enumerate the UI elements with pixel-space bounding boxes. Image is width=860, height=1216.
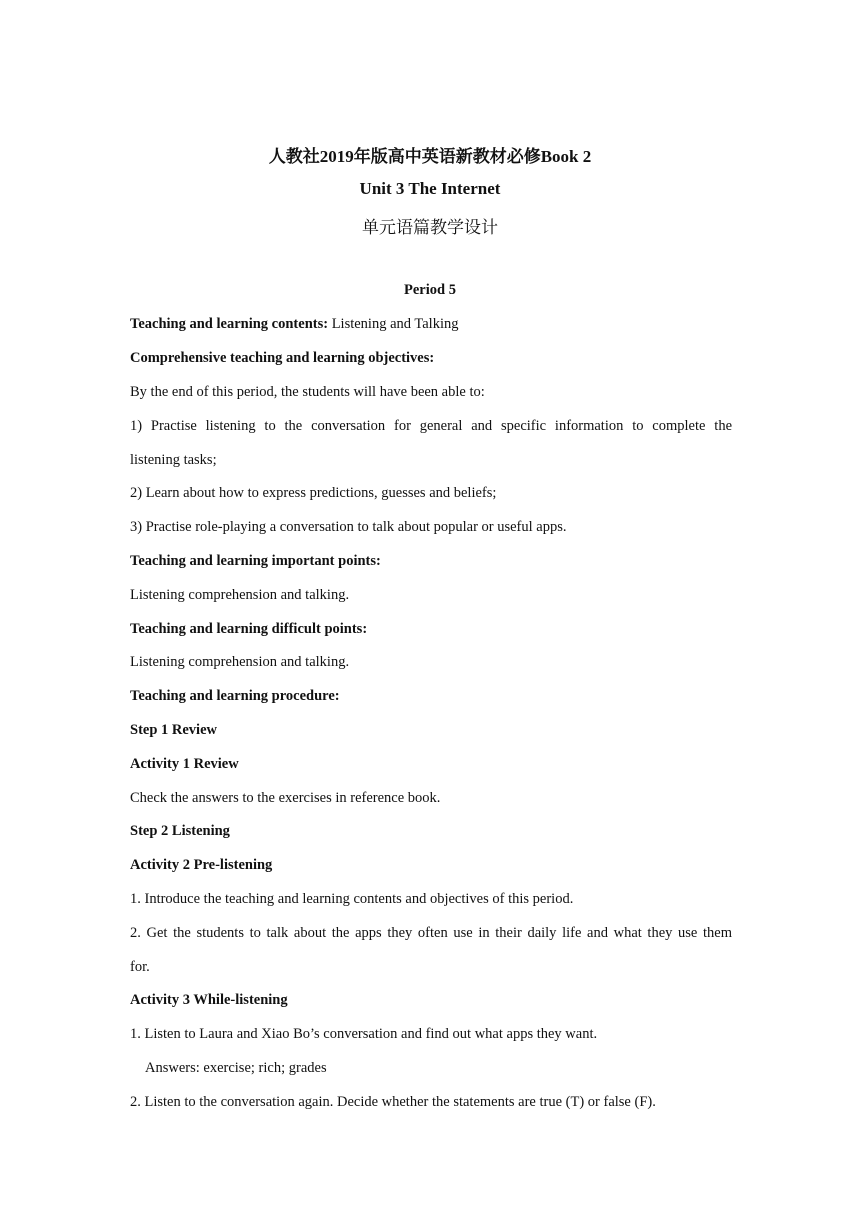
- difficult-points-text: Listening comprehension and talking.: [130, 654, 350, 670]
- contents-label: Teaching and learning contents:: [130, 316, 329, 332]
- activity-3-item-1: 1. Listen to Laura and Xiao Bo’s conversation and find out what apps they want.: [130, 1026, 598, 1042]
- activity-2-item-2: 2. Get the students to talk about the apps they often use in their daily life and what they use them: [130, 925, 732, 941]
- important-points-text: Listening comprehension and talking.: [130, 587, 350, 603]
- objective-item-3: 3) Practise role-playing a conversation to talk about popular or useful apps.: [130, 519, 567, 535]
- activity-2-item-2-cont: for.: [130, 959, 150, 975]
- objective-item-1: 1) Practise listening to the conversation for general and specific information to complete the: [130, 418, 732, 434]
- objective-item-1-cont: listening tasks;: [130, 452, 217, 468]
- unit-title: Unit 3 The Internet: [359, 179, 501, 198]
- contents-value: Listening and Talking: [328, 316, 459, 332]
- activity-2-item-1: 1. Introduce the teaching and learning contents and objectives of this period.: [130, 891, 574, 907]
- activity-3-item-2: 2. Listen to the conversation again. Decide whether the statements are true (T) or false (F).: [130, 1094, 656, 1110]
- objectives-intro: By the end of this period, the students will have been able to:: [130, 384, 485, 400]
- document-subtitle: 单元语篇教学设计: [362, 218, 498, 237]
- step-1-heading: Step 1 Review: [130, 722, 217, 738]
- activity-3-answers: Answers: exercise; rich; grades: [145, 1060, 327, 1076]
- activity-3-heading: Activity 3 While-listening: [130, 992, 288, 1008]
- step-2-heading: Step 2 Listening: [130, 823, 230, 839]
- important-points-heading: Teaching and learning important points:: [130, 553, 381, 569]
- period-heading: Period 5: [404, 282, 456, 298]
- activity-2-heading: Activity 2 Pre-listening: [130, 857, 273, 873]
- document-title: 人教社2019年版高中英语新教材必修Book 2: [268, 147, 592, 166]
- activity-1-heading: Activity 1 Review: [130, 756, 239, 772]
- contents-line: [130, 315, 732, 333]
- difficult-points-heading: Teaching and learning difficult points:: [130, 621, 368, 637]
- objectives-heading: Comprehensive teaching and learning objectives:: [130, 350, 435, 366]
- activity-1-text: Check the answers to the exercises in reference book.: [130, 790, 441, 806]
- objective-item-2: 2) Learn about how to express predictions, guesses and beliefs;: [130, 485, 497, 501]
- procedure-heading: Teaching and learning procedure:: [130, 688, 340, 704]
